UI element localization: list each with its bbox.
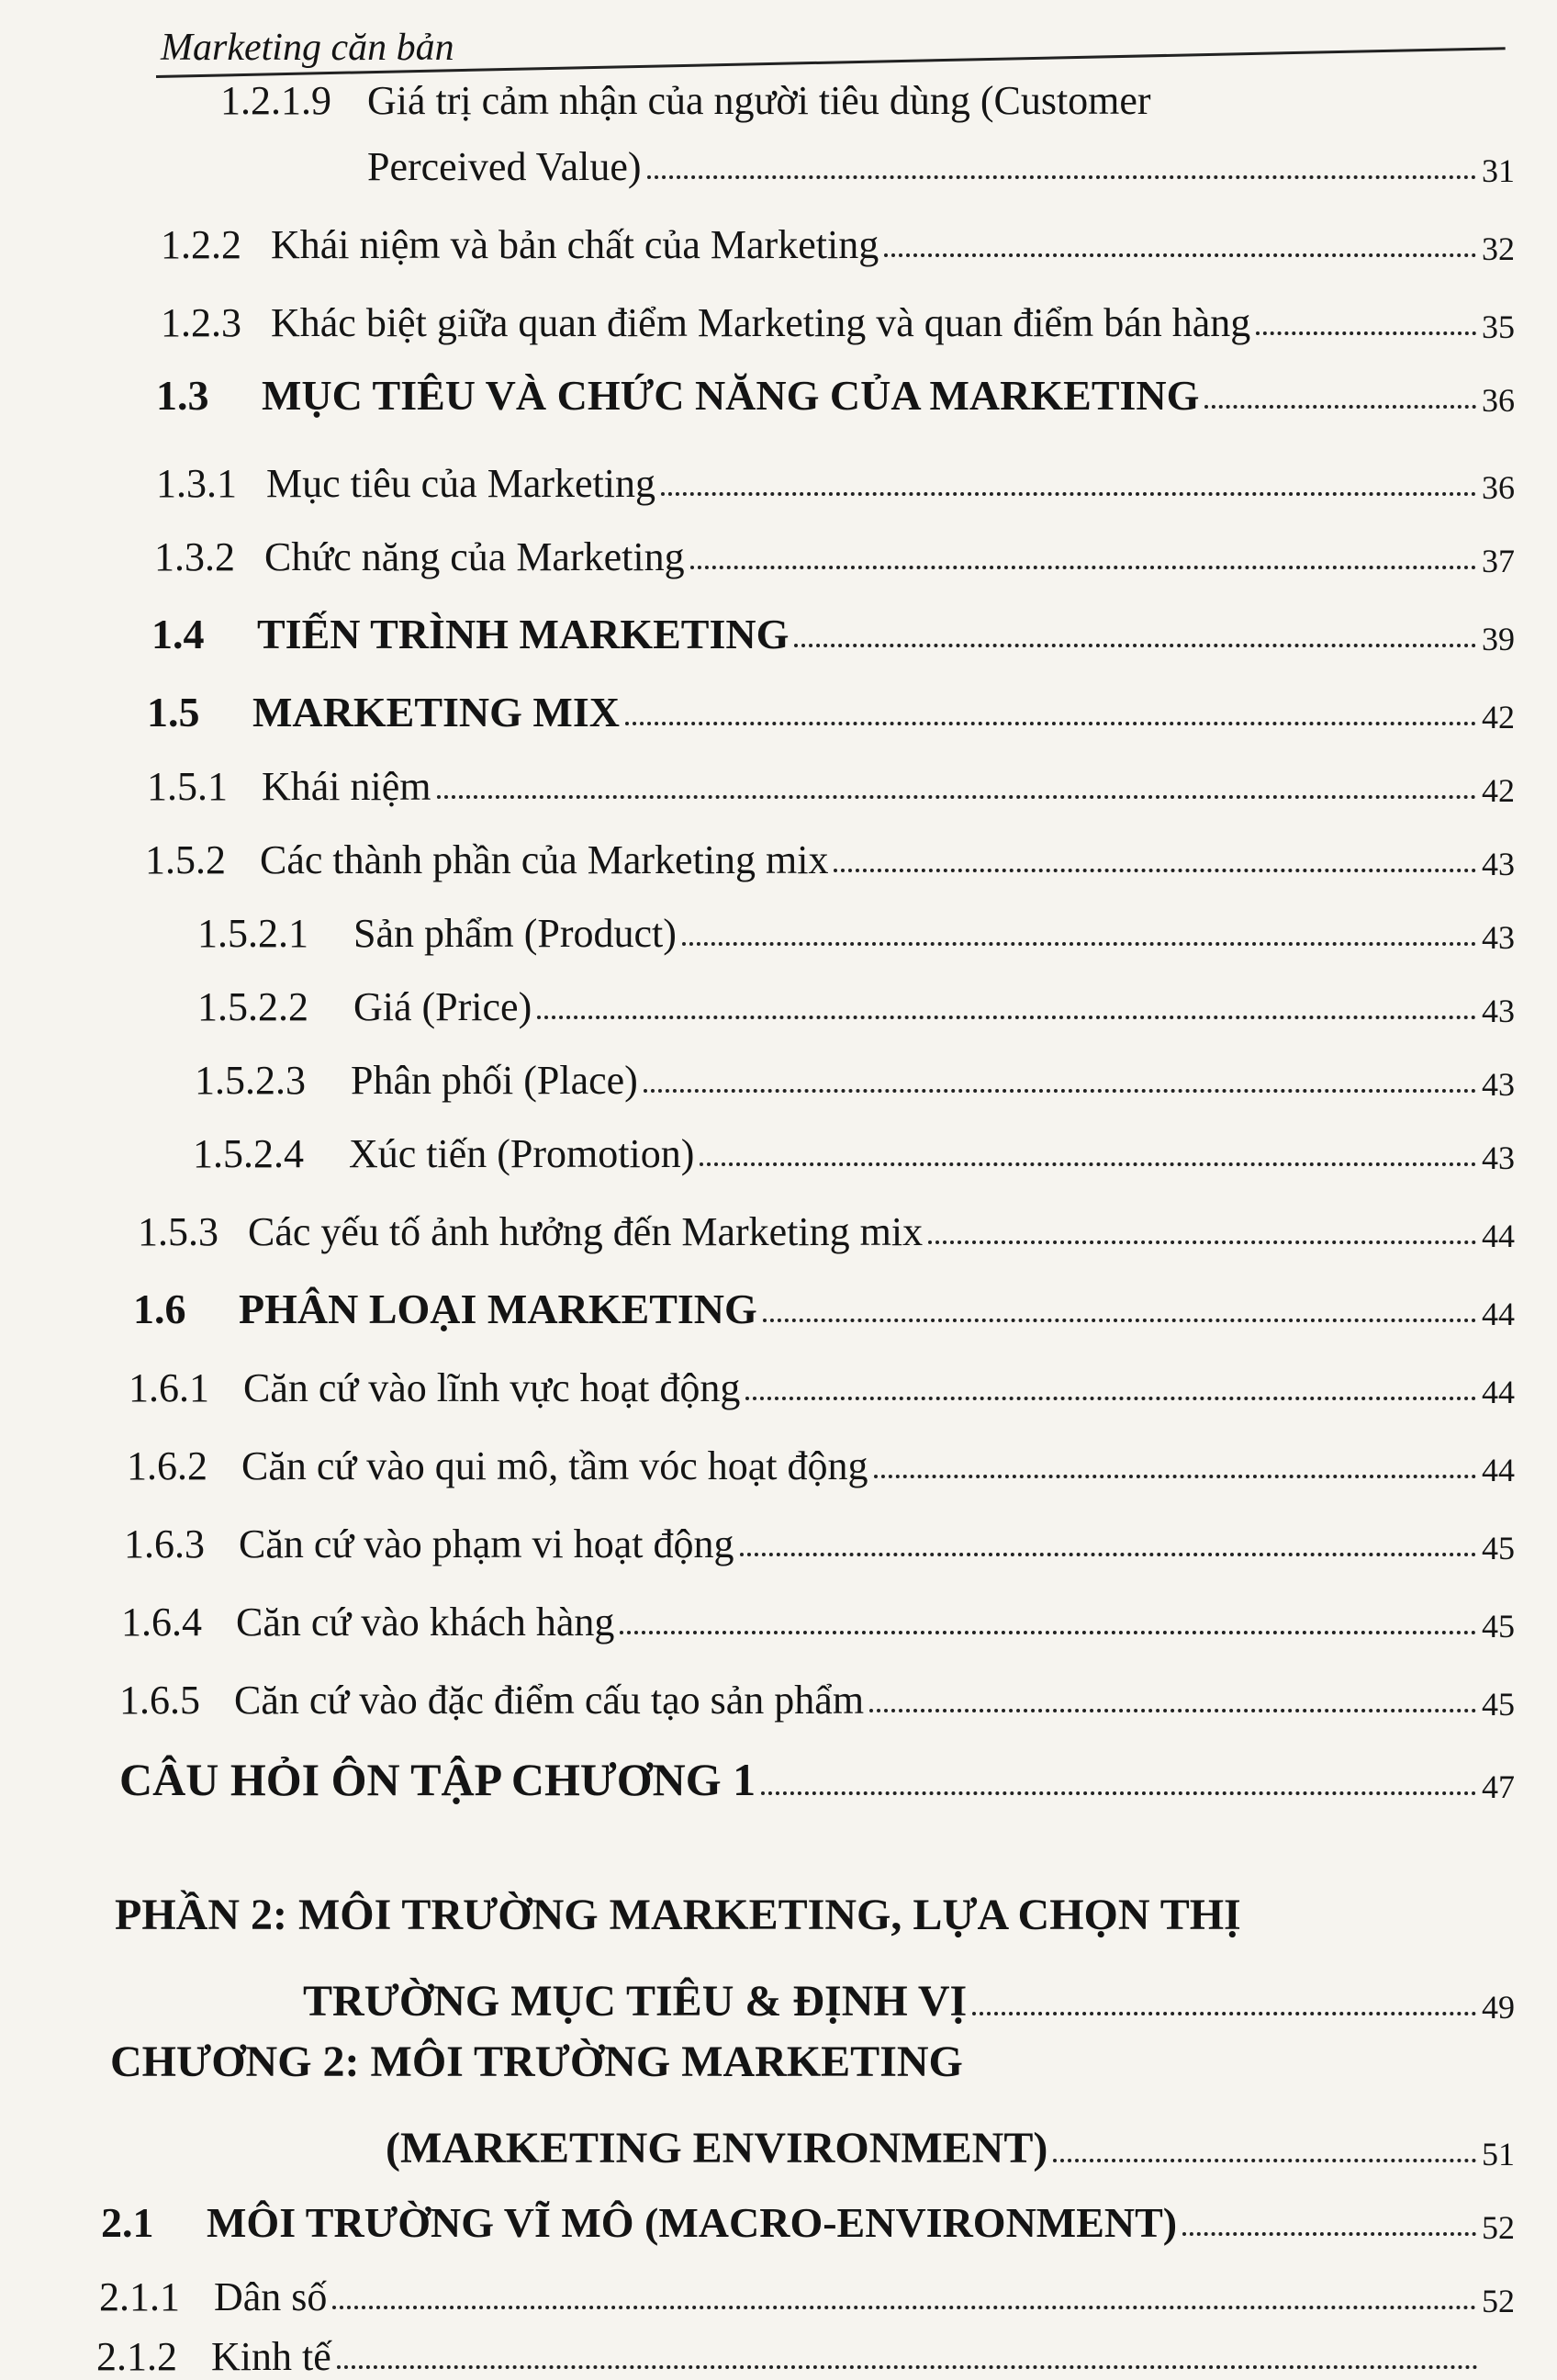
dot-leader [332,2306,1476,2309]
toc-title: Giá (Price) [353,984,532,1029]
toc-title: Khác biệt giữa quan điểm Marketing và quan điểm bán hàng [271,300,1251,345]
toc-entry [119,1667,1515,1723]
toc-title: Mục tiêu của Marketing [266,461,655,506]
toc-number: 1.4 [151,611,205,657]
toc-title: MÔI TRƯỜNG VĨ MÔ (MACRO-ENVIRONMENT) [207,2199,1178,2246]
toc-page-number: 43 [1482,1066,1515,1103]
toc-entry [220,69,1515,124]
toc-entry [161,289,1515,346]
toc-title: MỤC TIÊU VÀ CHỨC NĂNG CỦA MARKETING [262,372,1200,419]
dot-leader [928,1241,1476,1244]
toc-page-number: 43 [1482,1139,1515,1176]
toc-title: Kinh tế [211,2334,331,2379]
toc-page-number: 52 [1482,2283,1515,2319]
dot-leader [682,942,1476,946]
toc-page-number: 35 [1482,309,1515,345]
toc-number: 1.2.2 [161,222,241,267]
toc-number: 1.6.3 [124,1521,205,1566]
toc-entry [161,211,1515,268]
part-heading-entry [303,1970,1515,2026]
toc-title: Căn cứ vào khách hàng [236,1600,615,1645]
toc-number: 1.5.2.3 [195,1058,306,1103]
toc-number: 1.5.1 [147,764,228,809]
toc-number: 1.3.1 [156,461,237,506]
dot-leader [337,2365,1478,2369]
toc-number: 1.6.4 [121,1600,202,1645]
toc-number: 1.3 [156,372,209,419]
toc-page-number: 45 [1482,1530,1515,1566]
toc-page-number: 44 [1482,1218,1515,1254]
toc-page-number: 44 [1482,1452,1515,1488]
dot-leader [1053,2159,1476,2162]
dot-leader [1204,405,1476,409]
dot-leader [834,869,1476,872]
toc-number: 1.2.3 [161,300,241,345]
toc-number: 1.5.2 [145,837,226,882]
dot-leader [690,566,1476,569]
chapter-heading-line1: CHƯƠNG 2: MÔI TRƯỜNG MARKETING [110,2038,963,2086]
dot-leader [761,1791,1476,1795]
toc-page-number: 36 [1482,469,1515,506]
dot-leader [647,175,1476,179]
toc-page-number: 39 [1482,621,1515,657]
toc-page-number: 43 [1482,846,1515,882]
toc-entry-section [133,1276,1515,1333]
toc-entry [193,1120,1515,1177]
toc-entry [96,2323,1515,2380]
dot-leader [869,1709,1476,1712]
running-header: Marketing căn bản [161,27,454,69]
dot-leader [763,1319,1476,1322]
toc-number: 1.5 [147,689,200,735]
toc-title: TIẾN TRÌNH MARKETING [257,611,790,657]
toc-entry [147,753,1515,810]
dot-leader [620,1631,1476,1634]
toc-number: 1.6.1 [129,1365,209,1410]
toc-entry [99,2263,1515,2320]
toc-number: 2.1.2 [96,2334,177,2379]
dot-leader [972,2012,1476,2015]
toc-page-number: 43 [1482,993,1515,1029]
toc-entry [156,450,1515,507]
toc-page-number: 45 [1482,1686,1515,1723]
toc-title: Chức năng của Marketing [264,534,685,579]
toc-number: 1.5.2.4 [193,1131,304,1176]
toc-number: 2.1.1 [99,2274,180,2319]
toc-number: 1.6.2 [127,1443,207,1488]
toc-title: Khái niệm và bản chất của Marketing [271,222,879,267]
toc-entry [195,1047,1515,1104]
toc-entry [154,523,1515,580]
toc-title: Các yếu tố ảnh hưởng đến Marketing mix [248,1209,924,1254]
dot-leader [1256,331,1476,335]
toc-page-number: 51 [1482,2136,1515,2172]
toc-entry-section [151,601,1515,658]
toc-entry [129,1354,1515,1411]
toc-title: CÂU HỎI ÔN TẬP CHƯƠNG 1 [119,1754,756,1805]
dot-leader [700,1162,1476,1166]
toc-entry [124,1510,1515,1567]
toc-page-number: 42 [1482,699,1515,735]
toc-page-number: 44 [1482,1296,1515,1332]
dot-leader [794,644,1476,647]
toc-page-number: 43 [1482,919,1515,956]
part-heading-line1: PHẦN 2: MÔI TRƯỜNG MARKETING, LỰA CHỌN THỊ [115,1891,1241,1939]
toc-entry [138,1198,1515,1255]
dot-leader [1182,2232,1476,2236]
dot-leader [537,1016,1476,1019]
toc-title: Xúc tiến (Promotion) [349,1131,695,1176]
dot-leader [661,492,1476,496]
toc-number: 2.1 [101,2199,154,2246]
toc-entry-section [156,363,1515,420]
dot-leader [740,1553,1476,1556]
toc-number: 1.5.2.1 [197,911,308,956]
dot-leader [625,722,1476,725]
dot-leader [874,1475,1477,1478]
toc-number: 1.5.3 [138,1209,218,1254]
toc-entry-continuation [367,133,1515,190]
toc-title: Giá trị cảm nhận của người tiêu dùng (Customer [367,78,1151,123]
toc-entry [197,900,1515,957]
toc-title: Căn cứ vào lĩnh vực hoạt động [243,1365,741,1410]
dot-leader [884,253,1476,257]
toc-number: 1.6 [133,1285,186,1332]
toc-entry [197,973,1515,1030]
toc-number: 1.2.1.9 [220,78,331,123]
dot-leader [644,1089,1476,1093]
toc-page-number: 31 [1482,152,1515,189]
toc-entry [145,826,1515,883]
toc-entry-review [119,1749,1515,1806]
toc-title: Sản phẩm (Product) [353,911,677,956]
toc-number: 1.6.5 [119,1678,200,1723]
toc-page-number: 47 [1482,1768,1515,1805]
toc-number: 1.5.2.2 [197,984,308,1029]
toc-title: PHÂN LOẠI MARKETING [239,1285,757,1332]
toc-page-number: 37 [1482,543,1515,579]
toc-title: Perceived Value) [367,144,642,189]
chapter-heading-line2: (MARKETING ENVIRONMENT) [386,2124,1048,2172]
part-heading-line2: TRƯỜNG MỤC TIÊU & ĐỊNH VỊ [303,1977,968,2026]
toc-entry [127,1432,1515,1489]
toc-page-number: 32 [1482,230,1515,267]
toc-title: Căn cứ vào phạm vi hoạt động [239,1521,734,1566]
dot-leader [745,1397,1476,1400]
toc-title: MARKETING MIX [252,689,620,735]
toc-page-number: 36 [1482,382,1515,419]
toc-title: Dân số [214,2274,328,2319]
toc-entry-section [147,679,1515,736]
toc-title: Phân phối (Place) [351,1058,638,1103]
toc-title: Các thành phần của Marketing mix [260,837,829,882]
toc-entry [121,1589,1515,1645]
toc-page-number: 52 [1482,2209,1515,2246]
toc-title: Căn cứ vào qui mô, tầm vóc hoạt động [241,1443,868,1488]
toc-title: Khái niệm [262,764,431,809]
dot-leader [437,795,1476,799]
toc-page-number: 49 [1482,1989,1515,2026]
toc-title: Căn cứ vào đặc điểm cấu tạo sản phẩm [234,1678,865,1723]
chapter-heading-entry [386,2116,1515,2173]
toc-page-number: 44 [1482,1374,1515,1410]
toc-page-number: 42 [1482,772,1515,809]
toc-page-number: 45 [1482,1608,1515,1645]
toc-number: 1.3.2 [154,534,235,579]
toc-entry-section [101,2190,1515,2247]
